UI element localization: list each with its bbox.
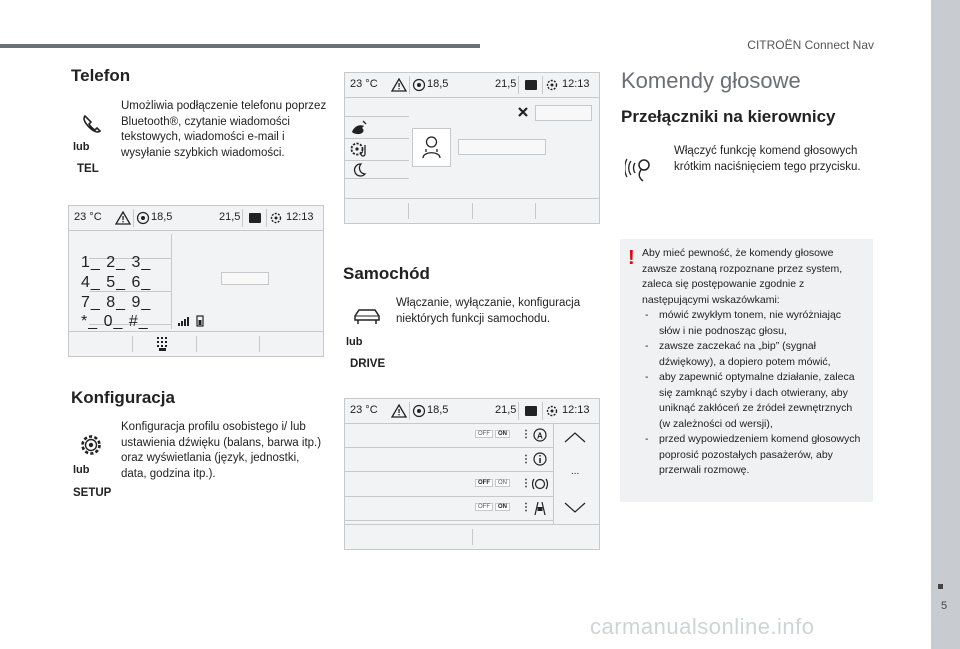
clock: 12:13 bbox=[286, 211, 314, 223]
settings-small-icon bbox=[269, 211, 283, 228]
page-indicator-icon: ... bbox=[571, 466, 580, 477]
keypad-row-2[interactable]: 4_ 5_ 6_ bbox=[81, 274, 152, 291]
value-left: 18,5 bbox=[151, 211, 173, 223]
keypad-row-4[interactable]: *_ 0_ #_ bbox=[81, 313, 149, 330]
value-left: 18,5 bbox=[427, 404, 449, 416]
more-options-icon[interactable]: ⋮ bbox=[521, 429, 531, 440]
value-right: 21,5 bbox=[219, 211, 241, 223]
telefon-lub: lub bbox=[73, 141, 90, 153]
phone-icon bbox=[80, 112, 104, 141]
warning-mark: ! bbox=[628, 247, 635, 269]
scroll-up-icon[interactable] bbox=[564, 431, 586, 446]
warning-icon bbox=[115, 211, 131, 228]
note-item: - przed wypowiedzeniem komend głosowych poprosić pozostałych pasażerów, aby przerwali rozmowę. bbox=[642, 432, 864, 479]
settings-gear-icon bbox=[78, 432, 104, 463]
value-right: 21,5 bbox=[495, 78, 517, 90]
keypad-row-3[interactable]: 7_ 8_ 9_ bbox=[81, 294, 152, 311]
samochod-description: Włączanie, wyłączanie, konfiguracja niektórych funkcji samochodu. bbox=[396, 297, 581, 325]
profile-tile[interactable] bbox=[412, 128, 451, 167]
profile-field[interactable] bbox=[458, 139, 546, 155]
konfiguracja-description: Konfiguracja profilu osobistego i/ lub ustawienia dźwięku (balans, barwa itp.) oraz wyświetlania (język, jednostki, data, godzina itp.). bbox=[121, 421, 322, 480]
page-marker bbox=[938, 584, 943, 589]
bottom-strip bbox=[345, 198, 599, 223]
phone-screen bbox=[68, 205, 324, 357]
toggle-on-2[interactable]: ON bbox=[495, 479, 510, 487]
bottom-strip bbox=[69, 331, 323, 356]
temperature-readout: 23 °C bbox=[350, 78, 378, 90]
komendy-subtitle: Przełączniki na kierownicy bbox=[621, 107, 836, 126]
messages-icon bbox=[523, 78, 539, 95]
info-icon bbox=[532, 451, 548, 470]
nav-target-icon bbox=[412, 404, 426, 421]
komendy-title: Komendy głosowe bbox=[621, 68, 801, 93]
toggle-off-2[interactable]: OFF bbox=[475, 479, 493, 487]
komendy-description: Włączyć funkcję komend głosowych krótkim naciśnięciem tego przycisku. bbox=[674, 145, 861, 173]
messages-icon bbox=[523, 404, 539, 421]
status-bar bbox=[345, 73, 599, 98]
keypad-row-1[interactable]: 1_ 2_ 3_ bbox=[81, 254, 152, 271]
konfiguracja-title: Konfiguracja bbox=[71, 388, 175, 407]
profile-name-field[interactable] bbox=[535, 105, 592, 121]
value-left: 18,5 bbox=[427, 78, 449, 90]
toggle-on-3[interactable]: ON bbox=[495, 503, 510, 511]
telefon-description: Umożliwia podłączenie telefonu poprzez Bluetooth®, czytanie wiadomości tekstowych, wiadomości e-mail i wysyłanie szybkich wiadomości. bbox=[121, 100, 327, 159]
value-right: 21,5 bbox=[495, 404, 517, 416]
samochod-lub: lub bbox=[346, 336, 363, 348]
side-band bbox=[931, 0, 960, 649]
nav-target-icon bbox=[412, 78, 426, 95]
scroll-down-icon[interactable] bbox=[564, 502, 586, 517]
settings-small-icon bbox=[545, 78, 559, 95]
audio-icon[interactable] bbox=[350, 120, 368, 139]
car-icon bbox=[352, 305, 382, 332]
parking-brake-icon bbox=[532, 476, 548, 495]
bottom-strip bbox=[345, 524, 599, 549]
note-item: - zawsze zaczekać na „bip” (sygnał dźwiękowy), a dopiero potem mówić, bbox=[642, 339, 864, 370]
messages-icon bbox=[247, 211, 263, 228]
note-item: - mówić zwykłym tonem, nie wyróżniając słów i nie podnosząc głosu, bbox=[642, 308, 864, 339]
nav-target-icon bbox=[136, 211, 150, 228]
note-box bbox=[620, 239, 873, 502]
warning-icon bbox=[391, 78, 407, 95]
samochod-title: Samochód bbox=[343, 264, 430, 283]
config-screen bbox=[344, 72, 600, 224]
status-bar bbox=[345, 399, 599, 424]
warning-icon bbox=[391, 404, 407, 421]
more-options-icon[interactable]: ⋮ bbox=[521, 502, 531, 513]
close-icon[interactable] bbox=[517, 106, 529, 121]
telefon-code: TEL bbox=[77, 163, 99, 175]
clock: 12:13 bbox=[562, 78, 590, 90]
person-icon bbox=[413, 129, 450, 166]
telefon-title: Telefon bbox=[71, 66, 131, 85]
note-intro: Aby mieć pewność, że komendy głosowe zawsze zostaną rozpoznane przez system, zaleca się postępowanie zgodnie z następującymi wskazówkami: bbox=[642, 247, 843, 306]
number-field[interactable] bbox=[221, 272, 269, 285]
brand-header: CITROËN Connect Nav bbox=[747, 38, 874, 52]
voice-command-icon bbox=[625, 154, 655, 189]
toggle-off-3[interactable]: OFF bbox=[475, 503, 493, 511]
samochod-code: DRIVE bbox=[350, 358, 386, 370]
dialpad-icon[interactable] bbox=[155, 336, 169, 355]
konfiguracja-lub: lub bbox=[73, 464, 90, 476]
page-number: 5 bbox=[940, 600, 948, 612]
clock: 12:13 bbox=[562, 404, 590, 416]
drive-screen bbox=[344, 398, 600, 550]
lane-assist-icon bbox=[532, 500, 548, 519]
watermark: carmanualsonline.info bbox=[590, 614, 815, 639]
toggle-off-1[interactable]: OFF bbox=[475, 430, 493, 438]
profile-settings-icon[interactable] bbox=[349, 140, 371, 161]
svg-text:A: A bbox=[537, 431, 543, 441]
more-options-icon[interactable]: ⋮ bbox=[521, 454, 531, 465]
auto-lights-icon bbox=[532, 427, 548, 446]
note-text bbox=[642, 246, 864, 479]
temperature-readout: 23 °C bbox=[350, 404, 378, 416]
more-options-icon[interactable]: ⋮ bbox=[521, 478, 531, 489]
top-rule bbox=[0, 44, 480, 48]
settings-small-icon bbox=[545, 404, 559, 421]
konfiguracja-code: SETUP bbox=[73, 487, 112, 499]
status-bar bbox=[69, 206, 323, 231]
battery-icon bbox=[196, 314, 204, 330]
temperature-readout: 23 °C bbox=[74, 211, 102, 223]
toggle-on-1[interactable]: ON bbox=[495, 430, 510, 438]
night-mode-icon[interactable] bbox=[351, 162, 367, 181]
note-item: - aby zapewnić optymalne działanie, zaleca się zamknąć szyby i dach otwierany, aby uniknąć zakłóceń ze źródeł zewnętrznych (w zależności od wersji), bbox=[642, 370, 864, 432]
signal-icon bbox=[177, 314, 191, 329]
